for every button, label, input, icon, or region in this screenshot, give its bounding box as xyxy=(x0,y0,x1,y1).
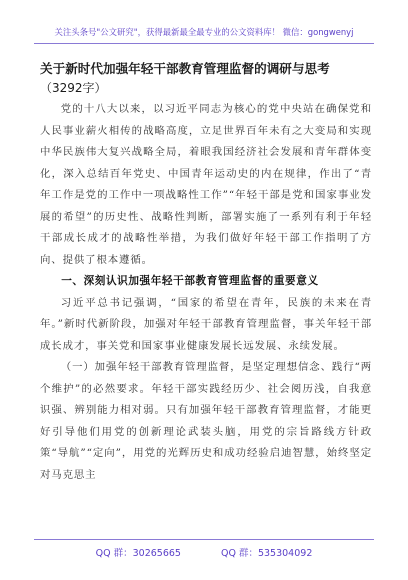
document-body xyxy=(40,99,372,486)
section-heading: 一、深刻认识加强年轻干部教育管理监督的重要意义 xyxy=(61,275,319,287)
footer-qq-right: QQ 群：535304092 xyxy=(220,548,313,559)
document-title: 关于新时代加强年轻干部教育管理监督的调研与思考 xyxy=(40,61,330,76)
footer-divider xyxy=(34,539,374,540)
word-count: （3292字） xyxy=(40,81,107,95)
header-divider xyxy=(34,43,374,44)
footer-qq-left: QQ 群：30265665 xyxy=(95,548,181,559)
footer xyxy=(0,545,408,559)
header-note: 关注头条号"公文研究"，获得最新最全最专业的公文资料库！ 微信：gongwenyj xyxy=(54,27,354,37)
intro-paragraph: 党的十八大以来，以习近平同志为核心的党中央站在确保党和人民事业薪火相传的战略高度，立足世界百年未有之大变局和实现中华民族伟大复兴战略全局，着眼我国经济社会发展和青年群体变化，深入总结百年党史、中国青年运动史的内在规律，作出了“青年工作是党的工作中一项战略性工作”“年轻干部是党和国家事业发展的希望”的历史性、战略性判断，部署实施了一系列有利于年轻干部成长成才的战略性举措，为我们做好年轻干部工作指明了方向、提供了根本遵循。 xyxy=(40,103,372,266)
section-paragraph: 习近平总书记强调，“国家的希望在青年，民族的未来在青年。”新时代新阶段，加强对年轻干部教育管理监督，事关年轻干部成长成才，事关党和国家事业健康发展长远发展、永续发展。 xyxy=(40,296,372,352)
section-paragraph: （一）加强年轻干部教育管理监督，是坚定理想信念、践行“两个维护”的必然要求。年轻干部实践经历少、社会阅历浅，自我意识强、辨别能力相对弱。只有加强年轻干部教育管理监督，才能更好引导他们用党的创新理论武装头脑，用党的宗旨路线方针政策“导航”“定向”，用党的光辉历史和成功经验启迪智慧，始终坚定对马克思主 xyxy=(40,361,372,481)
